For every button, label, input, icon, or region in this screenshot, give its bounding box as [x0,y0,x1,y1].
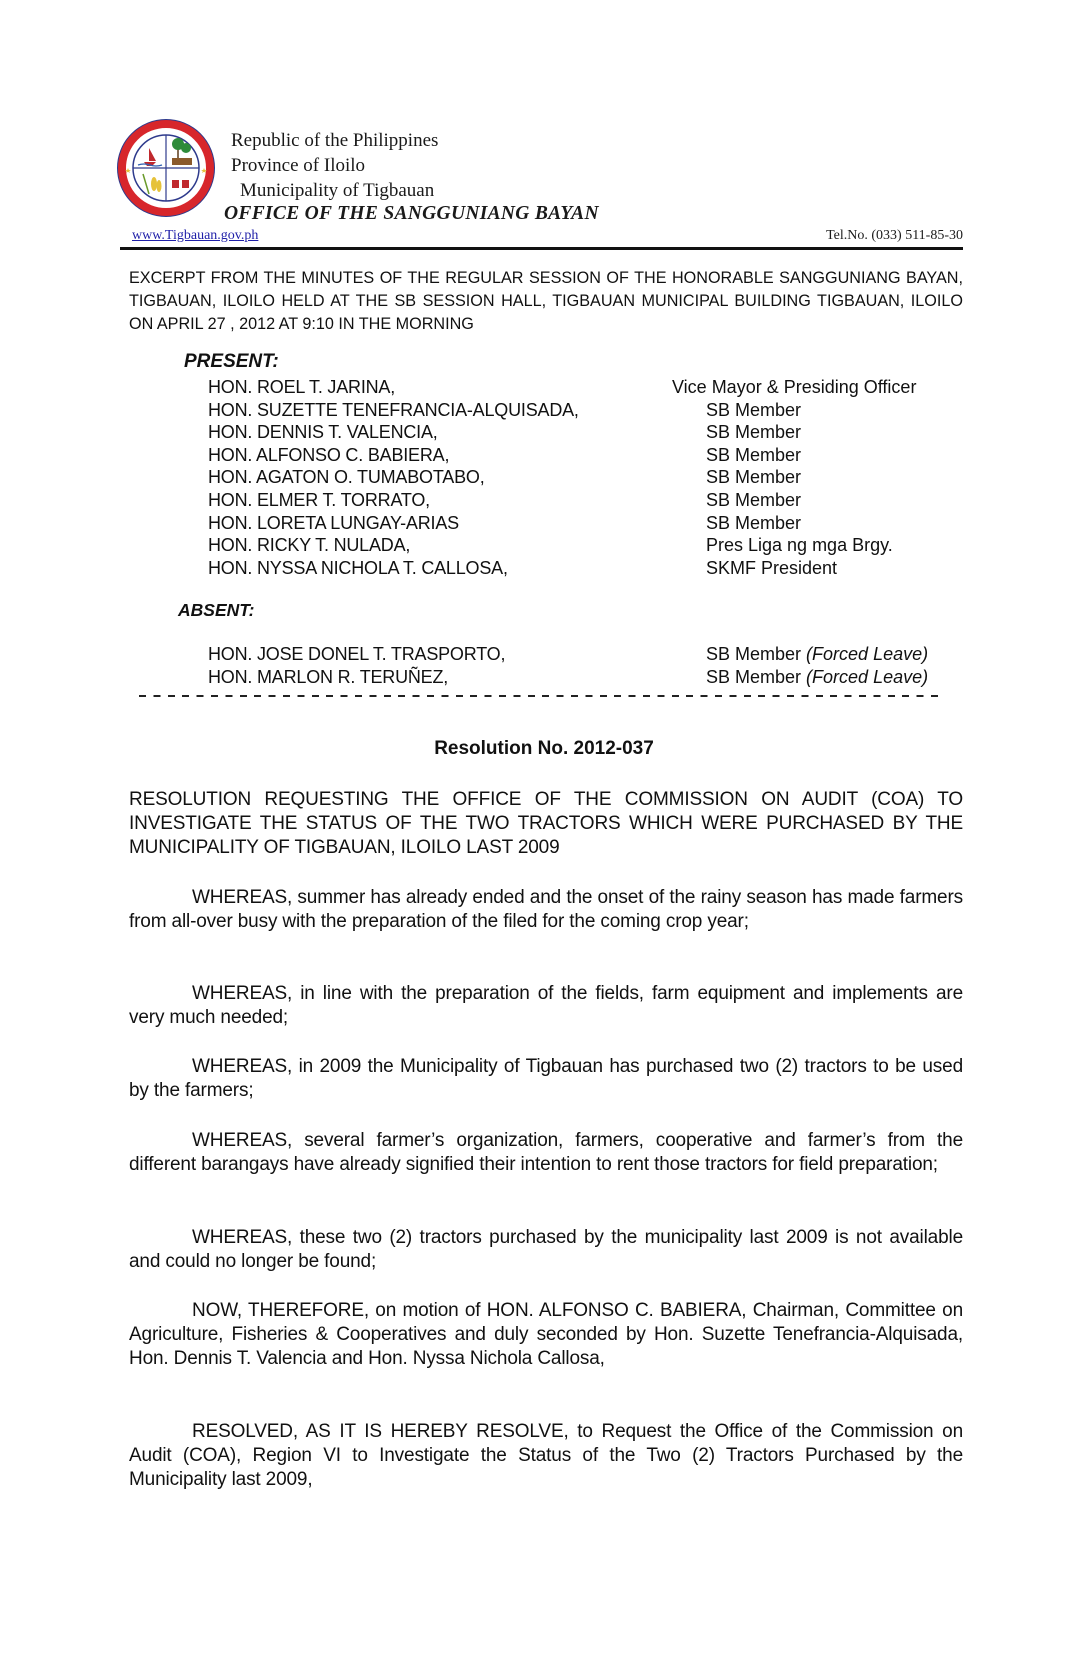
motion-paragraph [129,1299,963,1371]
member-role: SB Member [706,444,802,465]
dashed-divider [139,695,939,697]
website-link[interactable]: www.Tigbauan.gov.ph [132,228,259,243]
whereas-paragraph [129,1129,963,1177]
roster-row [0,558,1088,581]
paragraph-text: WHEREAS, summer has already ended and the onset of the rainy season has made farmers from all-over busy with the preparation of the filed for the coming crop year; [129,887,963,932]
roster-row [0,400,1088,423]
roster-row [0,513,1088,536]
roster-row [0,422,1088,445]
roster-row [0,377,1088,400]
member-name: HON. LORETA LUNGAY-ARIAS [208,512,459,533]
roster-row [0,445,1088,468]
letterhead-rule [120,247,963,250]
whereas-paragraph [129,982,963,1030]
member-name: HON. ELMER T. TORRATO, [208,489,430,510]
member-name: HON. RICKY T. NULADA, [208,535,411,556]
member-role: Vice Mayor & Presiding Officer [672,377,917,397]
paragraph-text: NOW, THEREFORE, on motion of HON. ALFONSO C. BABIERA, Chairman, Committee on Agriculture, Fisheries & Cooperatives and duly seconded by Hon. Suzette Tenefrancia-Alquisada, Hon. Dennis T. Valencia and Hon. Nyssa Nichola Callosa, [129,1300,963,1369]
member-role-text: SB Member [706,666,802,687]
paragraph-text: WHEREAS, several farmer’s organization, farmers, cooperative and farmer’s from the different barangays have already signified their intention to rent those tractors for field preparation; [129,1130,963,1175]
paragraph-text: WHEREAS, in 2009 the Municipality of Tigbauan has purchased two (2) tractors to be used by the farmers; [129,1056,963,1101]
whereas-paragraph [129,886,963,934]
roster-row [0,644,1088,667]
resolution-number: Resolution No. 2012-037 [434,738,654,759]
letterhead-republic: Republic of the Philippines [231,130,439,151]
member-role [706,667,928,688]
member-role: Pres Liga ng mga Brgy. [706,535,893,556]
present-roster [0,377,1088,580]
resolution-title: RESOLUTION REQUESTING THE OFFICE OF THE COMMISSION ON AUDIT (COA) TO INVESTIGATE THE STATUS OF THE TWO TRACTORS WHICH WERE PURCHASED BY THE MUNICIPALITY OF TIGBAUAN, ILOILO LAST 2009 [129,789,963,858]
member-role: SB Member [706,422,802,443]
member-name: HON. ALFONSO C. BABIERA, [208,444,450,465]
member-name: HON. AGATON O. TUMABOTABO, [208,467,485,488]
member-role [706,644,928,665]
whereas-paragraph [129,1226,963,1274]
telephone-number: Tel.No. (033) 511-85-30 [826,228,963,243]
member-role: SB Member [706,512,802,533]
roster-row [0,667,1088,690]
member-name: HON. ROEL T. JARINA, [208,377,396,397]
member-name: HON. NYSSA NICHOLA T. CALLOSA, [208,557,508,578]
letterhead-office: OFFICE OF THE SANGGUNIANG BAYAN [224,203,599,224]
roster-row [0,467,1088,490]
member-role: SKMF President [706,557,838,578]
minutes-excerpt-heading: EXCERPT FROM THE MINUTES OF THE REGULAR SESSION OF THE HONORABLE SANGGUNIANG BAYAN, TIGBAUAN, ILOILO HELD AT THE SB SESSION HALL, TIGBAUAN MUNICIPAL BUILDING TIGBAUAN, ILOILO ON APRIL 27 , 2012 AT 9:10 IN THE MORNING [129,269,963,333]
paragraph-text: RESOLVED, AS IT IS HEREBY RESOLVE, to Request the Office of the Commission on Audit (COA), Region VI to Investigate the Status of the Two (2) Tractors Purchased by the Municipality last 2009, [129,1421,963,1490]
roster-row [0,535,1088,558]
leave-note: (Forced Leave) [806,644,929,664]
present-label: PRESENT: [184,351,279,372]
member-role: SB Member [706,399,802,420]
roster-row [0,490,1088,513]
absent-label: ABSENT: [178,600,255,620]
member-name: HON. DENNIS T. VALENCIA, [208,422,438,443]
paragraph-text: WHEREAS, in line with the preparation of the fields, farm equipment and implements are very much needed; [129,983,963,1028]
member-role: SB Member [706,489,802,510]
whereas-paragraph [129,1055,963,1103]
member-role-text: SB Member [706,644,802,664]
absent-roster [0,644,1088,689]
member-role: SB Member [706,467,802,488]
resolved-paragraph [129,1420,963,1492]
member-name: HON. MARLON R. TERUÑEZ, [208,666,449,687]
member-name: HON. SUZETTE TENEFRANCIA-ALQUISADA, [208,399,579,420]
member-name: HON. JOSE DONEL T. TRASPORTO, [208,644,506,664]
municipal-seal-logo [116,118,216,218]
letterhead-municipality: Municipality of Tigbauan [240,180,435,201]
letterhead-province: Province of Iloilo [231,155,366,176]
paragraph-text: WHEREAS, these two (2) tractors purchased by the municipality last 2009 is not available and could no longer be found; [129,1227,963,1272]
leave-note: (Forced Leave) [806,666,929,687]
